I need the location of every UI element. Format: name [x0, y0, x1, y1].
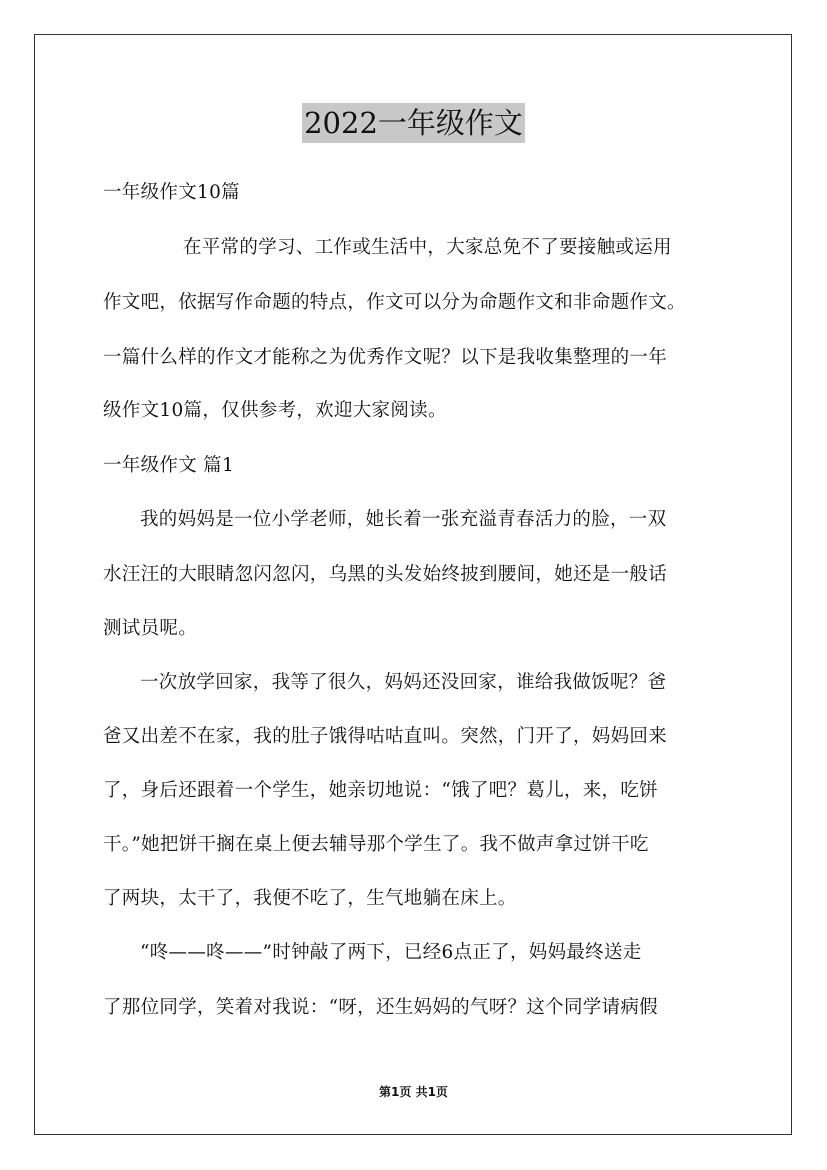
document-title: 2022一年级作文 [302, 103, 525, 143]
paragraph-line: 作文吧，依据写作命题的特点，作文可以分为命题作文和非命题作文。 [103, 292, 686, 313]
paragraph-line: 测试员呢。 [103, 618, 198, 639]
paragraph-line: 了两块，太干了，我便不吃了，生气地躺在床上。 [103, 888, 517, 909]
paragraph-line: 干。”她把饼干搁在桌上便去辅导那个学生了。我不做声拿过饼干吃 [103, 834, 649, 855]
paragraph-line: 一篇什么样的作文才能称之为优秀作文呢？以下是我收集整理的一年 [103, 347, 668, 368]
title-container [0, 103, 827, 143]
page-footer [0, 1084, 827, 1100]
paragraph-line: 爸又出差不在家，我的肚子饿得咕咕直叫。突然，门开了，妈妈回来 [103, 726, 668, 747]
paragraph-line: 我的妈妈是一位小学老师，她长着一张充溢青春活力的脸，一双 [140, 509, 667, 530]
paragraph-line: “咚——咚——”时钟敲了两下，已经6点正了，妈妈最终送走 [140, 942, 642, 963]
paragraph-line: 级作文10篇，仅供参考，欢迎大家阅读。 [103, 400, 447, 421]
paragraph-line: 水汪汪的大眼睛忽闪忽闪，乌黑的头发始终披到腰间，她还是一般话 [103, 564, 668, 585]
paragraph-line: 在平常的学习、工作或生活中，大家总免不了要接触或运用 [183, 237, 672, 258]
paragraph-line: 了，身后还跟着一个学生，她亲切地说：“饿了吧？葛儿，来，吃饼 [103, 780, 658, 801]
section-heading: 一年级作文 篇1 [103, 455, 235, 476]
paragraph-line: 了那位同学，笑着对我说：“呀，还生妈妈的气呀？这个同学请病假 [103, 997, 658, 1018]
subtitle: 一年级作文10篇 [103, 182, 240, 203]
paragraph-line: 一次放学回家，我等了很久，妈妈还没回家，谁给我做饭呢？爸 [140, 672, 667, 693]
page-number: 第1页 共1页 [379, 1085, 448, 1099]
